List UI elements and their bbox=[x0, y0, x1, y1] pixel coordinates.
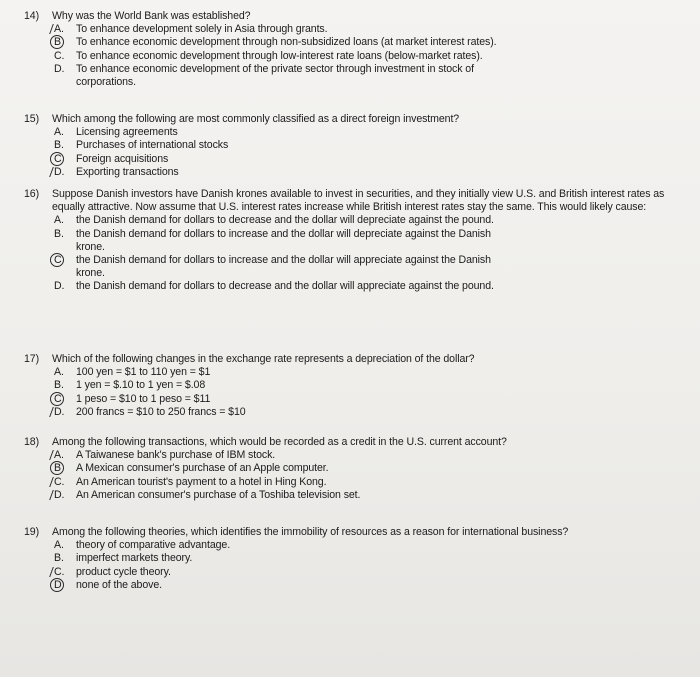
option-letter: B. bbox=[54, 379, 64, 392]
handwritten-circle-mark bbox=[50, 35, 64, 49]
question-text: Among the following transactions, which would be recorded as a credit in the U.S. current account? bbox=[52, 436, 507, 448]
option-c[interactable] bbox=[54, 153, 684, 166]
option-letter: A. bbox=[54, 366, 64, 379]
option-text: Purchases of international stocks bbox=[76, 139, 229, 152]
option-letter: A. bbox=[54, 449, 76, 462]
option-letter: C. bbox=[54, 476, 76, 489]
question-19 bbox=[24, 526, 684, 592]
question-number: 17) bbox=[24, 353, 40, 365]
option-d[interactable] bbox=[54, 63, 684, 89]
answer-options bbox=[54, 366, 684, 419]
answer-options bbox=[54, 539, 684, 592]
option-letter: D. bbox=[54, 489, 76, 502]
option-text: To enhance economic development of the private sector through investment in stock of corporations. bbox=[76, 62, 474, 89]
option-c[interactable] bbox=[54, 566, 684, 579]
option-c[interactable] bbox=[54, 254, 684, 280]
option-letter: C. bbox=[54, 566, 76, 579]
option-a[interactable] bbox=[54, 214, 684, 227]
option-letter: C bbox=[54, 254, 76, 280]
option-letter: D bbox=[54, 579, 76, 592]
option-text: theory of comparative advantage. bbox=[76, 539, 231, 552]
option-text: 1 yen = $.10 to 1 yen = $.08 bbox=[76, 379, 206, 392]
question-number: 16) bbox=[24, 188, 40, 200]
handwritten-circle-mark bbox=[50, 253, 64, 267]
question-17 bbox=[24, 353, 684, 419]
option-text: product cycle theory. bbox=[76, 565, 171, 578]
option-c[interactable] bbox=[54, 476, 684, 489]
option-text: 200 francs = $10 to 250 francs = $10 bbox=[76, 405, 246, 418]
option-a[interactable] bbox=[54, 539, 684, 552]
option-text: 100 yen = $1 to 110 yen = $1 bbox=[76, 366, 211, 379]
option-text: To enhance development solely in Asia through grants. bbox=[76, 23, 328, 36]
question-text: Which of the following changes in the exchange rate represents a depreciation of the dollar? bbox=[52, 353, 475, 365]
answer-options bbox=[54, 23, 684, 89]
handwritten-circle-mark bbox=[50, 152, 64, 166]
question-15 bbox=[24, 113, 684, 179]
option-text: An American consumer's purchase of a Toshiba television set. bbox=[76, 488, 361, 501]
answer-options bbox=[54, 126, 684, 179]
option-letter: B bbox=[54, 462, 76, 475]
option-b[interactable] bbox=[54, 462, 684, 475]
question-14 bbox=[24, 10, 684, 89]
question-text: Suppose Danish investors have Danish krones available to invest in securities, and they initially view U.S. and British interest rates as equally attractive. Now assume that U.S. interest rates increase while British interest rates stay the same. This would likely cause: bbox=[52, 188, 665, 214]
answer-options bbox=[54, 214, 684, 293]
handwritten-circle-mark bbox=[50, 392, 64, 406]
handwritten-circle-mark bbox=[50, 461, 64, 475]
option-b[interactable] bbox=[54, 139, 684, 152]
question-18 bbox=[24, 436, 684, 502]
question-number: 14) bbox=[24, 10, 40, 22]
option-d[interactable] bbox=[54, 579, 684, 592]
option-a[interactable] bbox=[54, 126, 684, 139]
option-letter: A. bbox=[54, 214, 64, 227]
option-text: the Danish demand for dollars to increase and the dollar will depreciate against the Danish krone. bbox=[76, 227, 491, 253]
question-stem bbox=[24, 10, 684, 23]
option-c[interactable] bbox=[54, 50, 684, 63]
option-letter: B. bbox=[54, 227, 64, 240]
option-letter: D. bbox=[54, 166, 76, 179]
question-stem bbox=[24, 188, 684, 214]
question-number: 19) bbox=[24, 526, 40, 538]
question-number: 15) bbox=[24, 113, 40, 125]
question-16 bbox=[24, 188, 684, 294]
option-text: An American tourist's payment to a hotel in Hing Kong. bbox=[76, 475, 327, 488]
option-text: Foreign acquisitions bbox=[76, 152, 169, 165]
option-b[interactable] bbox=[54, 36, 684, 49]
option-text: A Mexican consumer's purchase of an Apple computer. bbox=[76, 462, 329, 475]
option-letter: B bbox=[54, 36, 76, 49]
option-d[interactable] bbox=[54, 489, 684, 502]
question-text: Which among the following are most commonly classified as a direct foreign investment? bbox=[52, 113, 460, 125]
option-text: Licensing agreements bbox=[76, 126, 178, 139]
handwritten-circle-mark bbox=[50, 578, 64, 592]
option-letter: A. bbox=[54, 126, 64, 139]
question-stem bbox=[24, 436, 684, 449]
option-b[interactable] bbox=[54, 228, 684, 254]
option-d[interactable] bbox=[54, 406, 684, 419]
option-letter: C bbox=[54, 393, 76, 406]
option-text: To enhance economic development through non-subsidized loans (at market interest rates). bbox=[76, 36, 497, 49]
option-letter: A. bbox=[54, 23, 76, 36]
option-d[interactable] bbox=[54, 280, 684, 293]
option-letter: B. bbox=[54, 139, 64, 152]
option-letter: C. bbox=[54, 49, 65, 62]
option-text: none of the above. bbox=[76, 578, 162, 591]
question-stem bbox=[24, 526, 684, 539]
option-a[interactable] bbox=[54, 23, 684, 36]
option-text: the Danish demand for dollars to decrease and the dollar will appreciate against the pound. bbox=[76, 280, 494, 293]
option-c[interactable] bbox=[54, 393, 684, 406]
option-text: To enhance economic development through low-interest rate loans (below-market rates). bbox=[76, 49, 483, 62]
option-a[interactable] bbox=[54, 366, 684, 379]
question-stem bbox=[24, 353, 684, 366]
answer-options bbox=[54, 449, 684, 502]
option-text: the Danish demand for dollars to increase and the dollar will appreciate against the Danish krone. bbox=[76, 254, 491, 280]
option-text: 1 peso = $10 to 1 peso = $11 bbox=[76, 392, 211, 405]
option-letter: A. bbox=[54, 539, 64, 552]
option-b[interactable] bbox=[54, 552, 684, 565]
question-number: 18) bbox=[24, 436, 40, 448]
option-text: Exporting transactions bbox=[76, 165, 179, 178]
option-text: the Danish demand for dollars to decrease and the dollar will depreciate against the pound. bbox=[76, 214, 494, 227]
option-letter: D. bbox=[54, 62, 65, 75]
question-stem bbox=[24, 113, 684, 126]
question-text: Why was the World Bank was established? bbox=[52, 10, 251, 22]
option-letter: D. bbox=[54, 280, 65, 293]
option-letter: B. bbox=[54, 552, 64, 565]
option-a[interactable] bbox=[54, 449, 684, 462]
option-text: A Taiwanese bank's purchase of IBM stock. bbox=[76, 449, 276, 462]
option-letter: D. bbox=[54, 406, 76, 419]
option-text: imperfect markets theory. bbox=[76, 552, 193, 565]
option-b[interactable] bbox=[54, 379, 684, 392]
option-d[interactable] bbox=[54, 166, 684, 179]
option-letter: C bbox=[54, 153, 76, 166]
question-text: Among the following theories, which identifies the immobility of resources as a reason for international business? bbox=[52, 526, 569, 538]
